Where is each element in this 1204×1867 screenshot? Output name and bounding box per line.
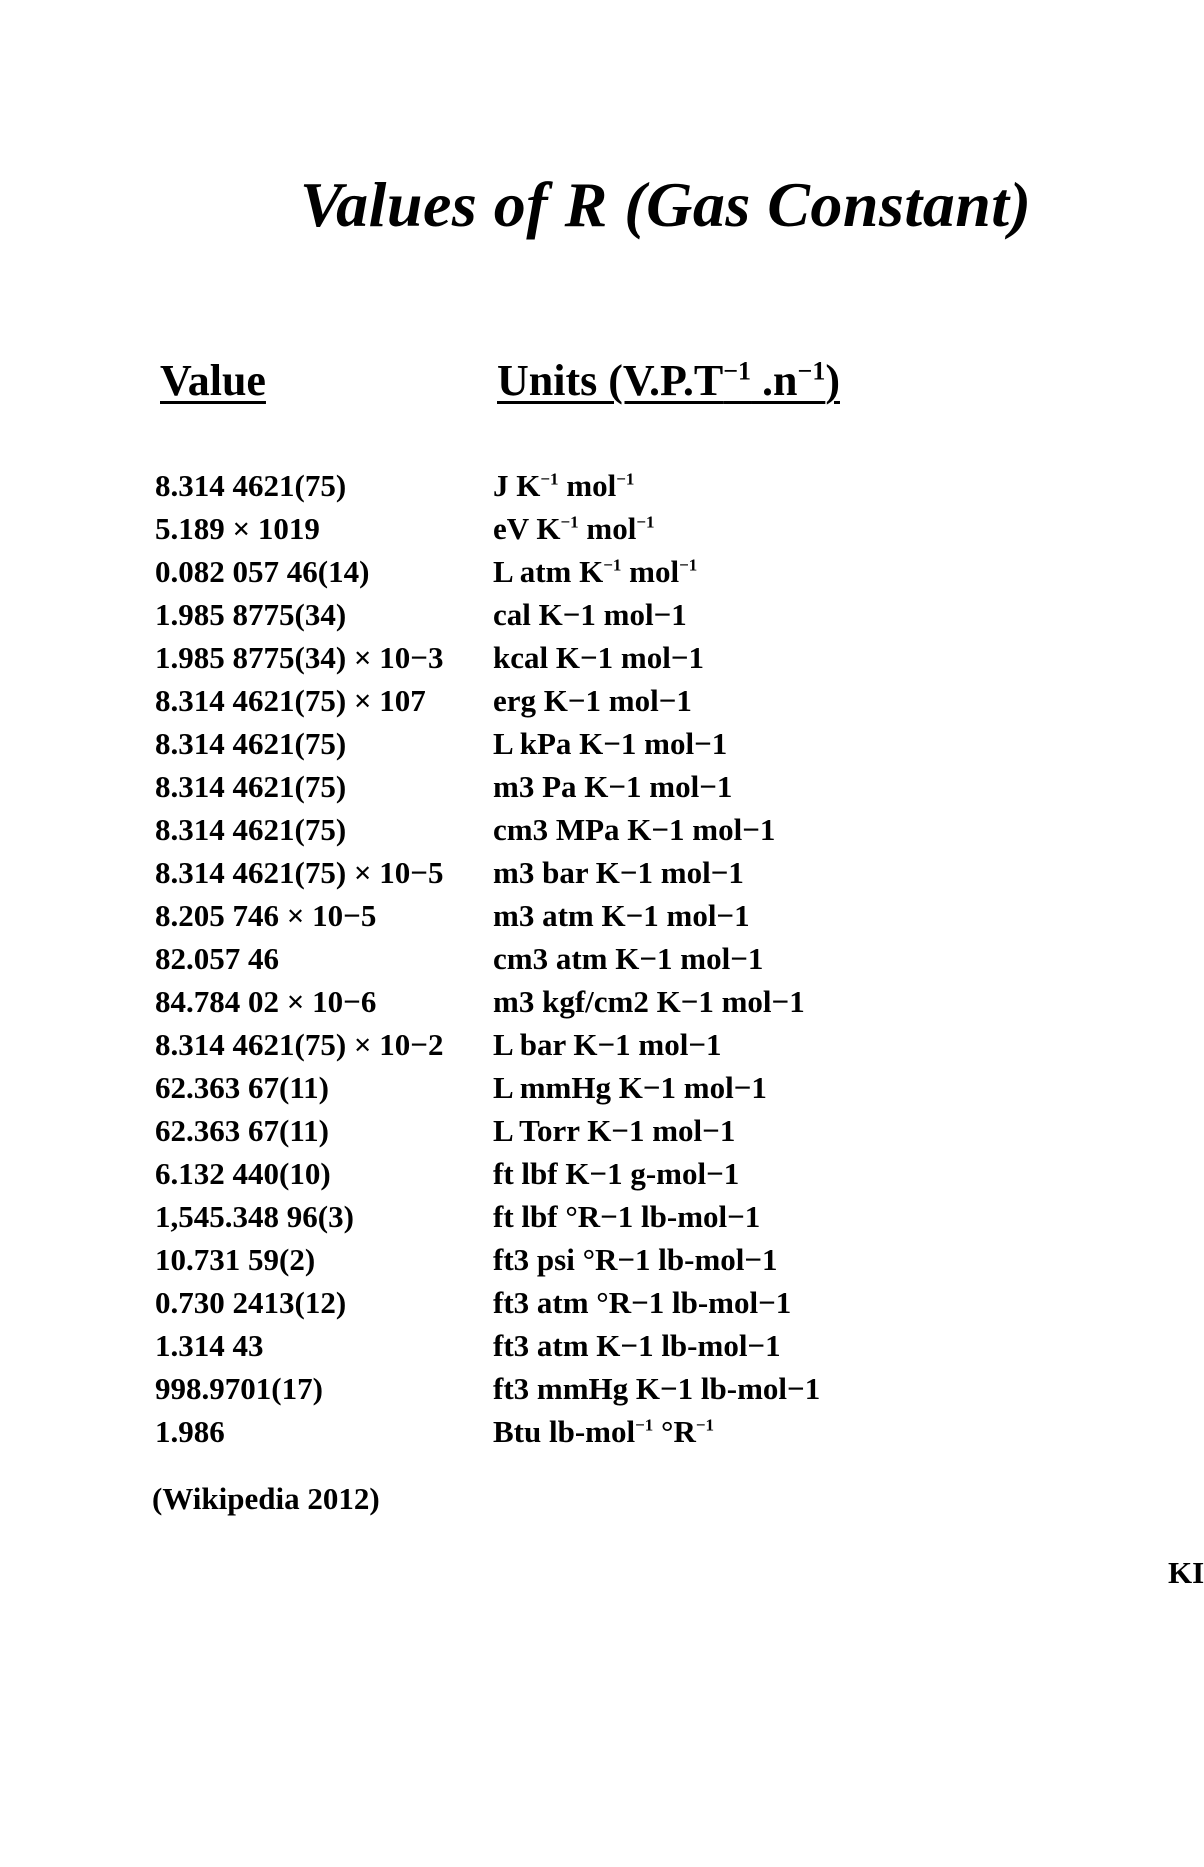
unit-text: ft3 psi °R−1 lb-mol−1 [493,1241,778,1277]
unit-text: mol [621,553,680,589]
citation: (Wikipedia 2012) [152,1481,380,1516]
unit-text: eV K [493,510,561,546]
value-cell: 10.731 59(2) [155,1241,316,1277]
unit-text: L mmHg K−1 mol−1 [493,1069,767,1105]
table-row [155,679,820,722]
value-cell: 62.363 67(11) [155,1112,329,1148]
value-cell: 8.314 4621(75) × 10−5 [155,854,444,890]
table-row [155,1324,820,1367]
value-cell: 998.9701(17) [155,1370,323,1406]
unit-text: L kPa K−1 mol−1 [493,725,728,761]
table-row [155,1238,820,1281]
value-cell: 1.985 8775(34) [155,596,347,632]
units-header-mid: .n [751,356,798,405]
units-cell [493,812,775,848]
value-cell: 8.205 746 × 10−5 [155,897,377,933]
unit-text: ft lbf K−1 g-mol−1 [493,1155,740,1191]
value-cell: 84.784 02 × 10−6 [155,983,377,1019]
units-cell [493,941,763,977]
value-cell: 82.057 46 [155,940,279,976]
units-cell [493,726,727,762]
units-cell [493,1070,767,1106]
table-row [155,1195,820,1238]
units-cell [493,1285,791,1321]
units-cell [493,769,732,805]
unit-text: m3 atm K−1 mol−1 [493,897,750,933]
units-cell [493,468,634,504]
unit-text: ft3 atm K−1 lb-mol−1 [493,1327,781,1363]
units-cell [493,855,744,891]
unit-text: ft3 atm °R−1 lb-mol−1 [493,1284,792,1320]
table-row [155,1109,820,1152]
gas-constant-table [155,464,820,1453]
unit-text: m3 kgf/cm2 K−1 mol−1 [493,983,805,1019]
value-cell: 6.132 440(10) [155,1155,331,1191]
value-cell: 8.314 4621(75) × 10−2 [155,1026,444,1062]
table-row [155,1410,820,1453]
units-cell [493,984,805,1020]
unit-exponent: −1 [635,1415,654,1435]
table-row [155,937,820,980]
table-row [155,507,820,550]
unit-text: cm3 atm K−1 mol−1 [493,940,764,976]
value-cell: 1,545.348 96(3) [155,1198,354,1234]
unit-exponent: −1 [636,512,655,532]
value-column-header: Value [160,356,266,405]
unit-text: m3 Pa K−1 mol−1 [493,768,733,804]
table-row [155,550,820,593]
cut-off-edge-text: KI [1168,1555,1204,1590]
value-cell: 1.986 [155,1413,225,1449]
table-row [155,851,820,894]
units-cell [493,1328,781,1364]
units-cell [493,1027,722,1063]
table-row [155,1367,820,1410]
unit-text: erg K−1 mol−1 [493,682,692,718]
units-cell [493,597,687,633]
units-cell [493,554,697,590]
units-cell [493,1242,778,1278]
table-row [155,1023,820,1066]
value-cell: 8.314 4621(75) [155,467,347,503]
unit-text: ft3 mmHg K−1 lb-mol−1 [493,1370,821,1406]
units-column-header [497,355,840,406]
table-row [155,593,820,636]
units-cell [493,511,655,547]
units-cell [493,1113,735,1149]
unit-exponent: −1 [679,555,698,575]
table-row [155,1152,820,1195]
value-cell: 0.082 057 46(14) [155,553,370,589]
unit-text: Btu lb-mol [493,1413,636,1449]
units-header-suffix: ) [825,356,840,405]
unit-text: J K [493,467,541,503]
table-row [155,894,820,937]
value-cell: 8.314 4621(75) [155,811,347,847]
table-row [155,980,820,1023]
table-row [155,636,820,679]
units-cell [493,640,704,676]
value-cell: 8.314 4621(75) [155,768,347,804]
unit-exponent: −1 [603,555,622,575]
value-cell: 0.730 2413(12) [155,1284,347,1320]
unit-exponent: −1 [560,512,579,532]
unit-text: m3 bar K−1 mol−1 [493,854,744,890]
units-cell [493,1199,760,1235]
units-cell [493,683,692,719]
units-cell [493,1371,820,1407]
unit-text: L atm K [493,553,604,589]
unit-text: mol [558,467,617,503]
table-row [155,1281,820,1324]
unit-text: cm3 MPa K−1 mol−1 [493,811,776,847]
table-row [155,765,820,808]
value-cell: 8.314 4621(75) [155,725,347,761]
unit-text: °R [653,1413,696,1449]
unit-text: ft lbf °R−1 lb-mol−1 [493,1198,761,1234]
unit-text: mol [578,510,637,546]
units-header-sup-2: −1 [797,356,826,386]
unit-text: cal K−1 mol−1 [493,596,687,632]
unit-text: L Torr K−1 mol−1 [493,1112,736,1148]
unit-text: kcal K−1 mol−1 [493,639,704,675]
table-row [155,1066,820,1109]
value-cell: 1.985 8775(34) × 10−3 [155,639,444,675]
units-header-sup-1: −1 [723,356,752,386]
table-row [155,808,820,851]
units-cell [493,898,750,934]
table-row [155,722,820,765]
units-header-prefix: Units (V.P.T [497,356,724,405]
value-cell: 1.314 43 [155,1327,264,1363]
page-title: Values of R (Gas Constant) [300,169,1032,240]
unit-exponent: −1 [540,469,559,489]
value-cell: 62.363 67(11) [155,1069,329,1105]
unit-text: L bar K−1 mol−1 [493,1026,722,1062]
value-cell: 5.189 × 1019 [155,510,320,546]
units-cell [493,1156,739,1192]
table-row [155,464,820,507]
value-cell: 8.314 4621(75) × 107 [155,682,426,718]
unit-exponent: −1 [695,1415,715,1435]
units-cell [493,1414,714,1450]
unit-exponent: −1 [616,469,635,489]
